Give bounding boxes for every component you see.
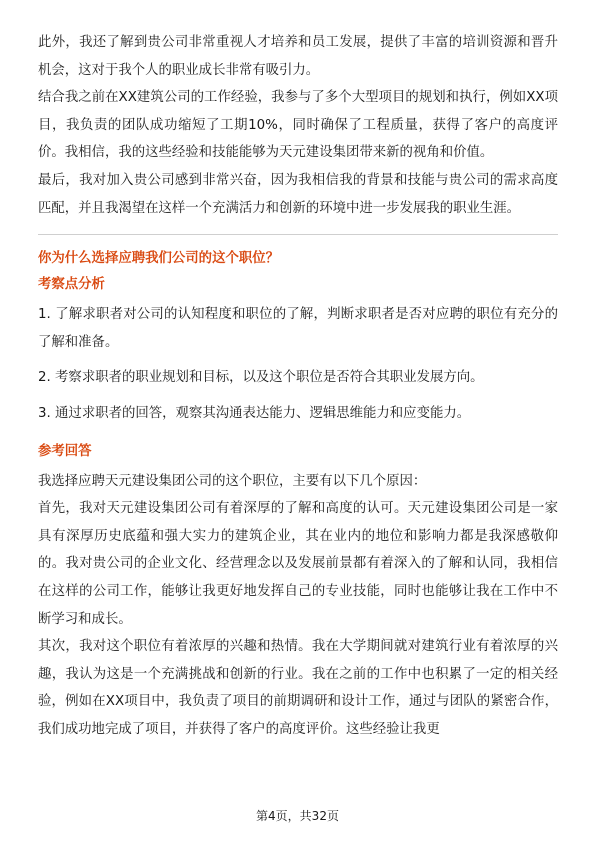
analysis-heading: 考察点分析 [38, 277, 105, 293]
intro-paragraph-2: 结合我之前在XX建筑公司的工作经验，我参与了多个大型项目的规划和执行，例如XX项目，我负责的团队成功缩短了工期10%，同时确保了工程质量，获得了客户的高度评价。我相信，我的这些经验和技能能够为天元建设集团带来新的视角和价值。 [38, 90, 558, 161]
analysis-item-1: 1. 了解求职者对公司的认知程度和职位的了解，判断求职者是否对应聘的职位有充分的了解和准备。 [38, 307, 558, 350]
analysis-item-3: 3. 通过求职者的回答，观察其沟通表达能力、逻辑思维能力和应变能力。 [38, 405, 471, 421]
analysis-item-2: 2. 考察求职者的职业规划和目标，以及这个职位是否符合其职业发展方向。 [38, 370, 484, 386]
answer-paragraph-3: 其次，我对这个职位有着浓厚的兴趣和热情。我在大学期间就对建筑行业有着浓厚的兴趣，我认为这是一个充满挑战和创新的行业。我在之前的工作中也积累了一定的相关经验，例如在XX项目中，我负责了项目的前期调研和设计工作，通过与团队的紧密合作，我们成功地完成了项目，并获得了客户的高度评价。这些经验让我更 [38, 639, 558, 737]
intro-paragraph-3: 最后，我对加入贵公司感到非常兴奋，因为我相信我的背景和技能与贵公司的需求高度匹配，并且我渴望在这样一个充满活力和创新的环境中进一步发展我的职业生涯。 [38, 172, 558, 216]
intro-paragraph-1: 此外，我还了解到贵公司非常重视人才培养和员工发展，提供了丰富的培训资源和晋升机会，这对于我个人的职业成长非常有吸引力。 [38, 35, 558, 78]
section-divider [38, 234, 558, 235]
page-number: 第4页，共32页 [256, 809, 339, 823]
question-heading: 你为什么选择应聘我们公司的这个职位？ [38, 251, 280, 267]
answer-paragraph-2: 首先，我对天元建设集团公司有着深厚的了解和高度的认可。天元建设集团公司是一家具有深厚历史底蕴和强大实力的建筑企业，其在业内的地位和影响力都是我深感敬仰的。我对贵公司的企业文化、经营理念以及发展前景都有着深入的了解和认同，我相信在这样的公司工作，能够让我更好地发挥自己的专业技能，同时也能够让我在工作中不断学习和成长。 [38, 501, 558, 627]
answer-paragraph-1: 我选择应聘天元建设集团公司的这个职位，主要有以下几个原因： [38, 473, 427, 489]
answer-heading: 参考回答 [38, 443, 92, 459]
page-content [38, 29, 558, 743]
